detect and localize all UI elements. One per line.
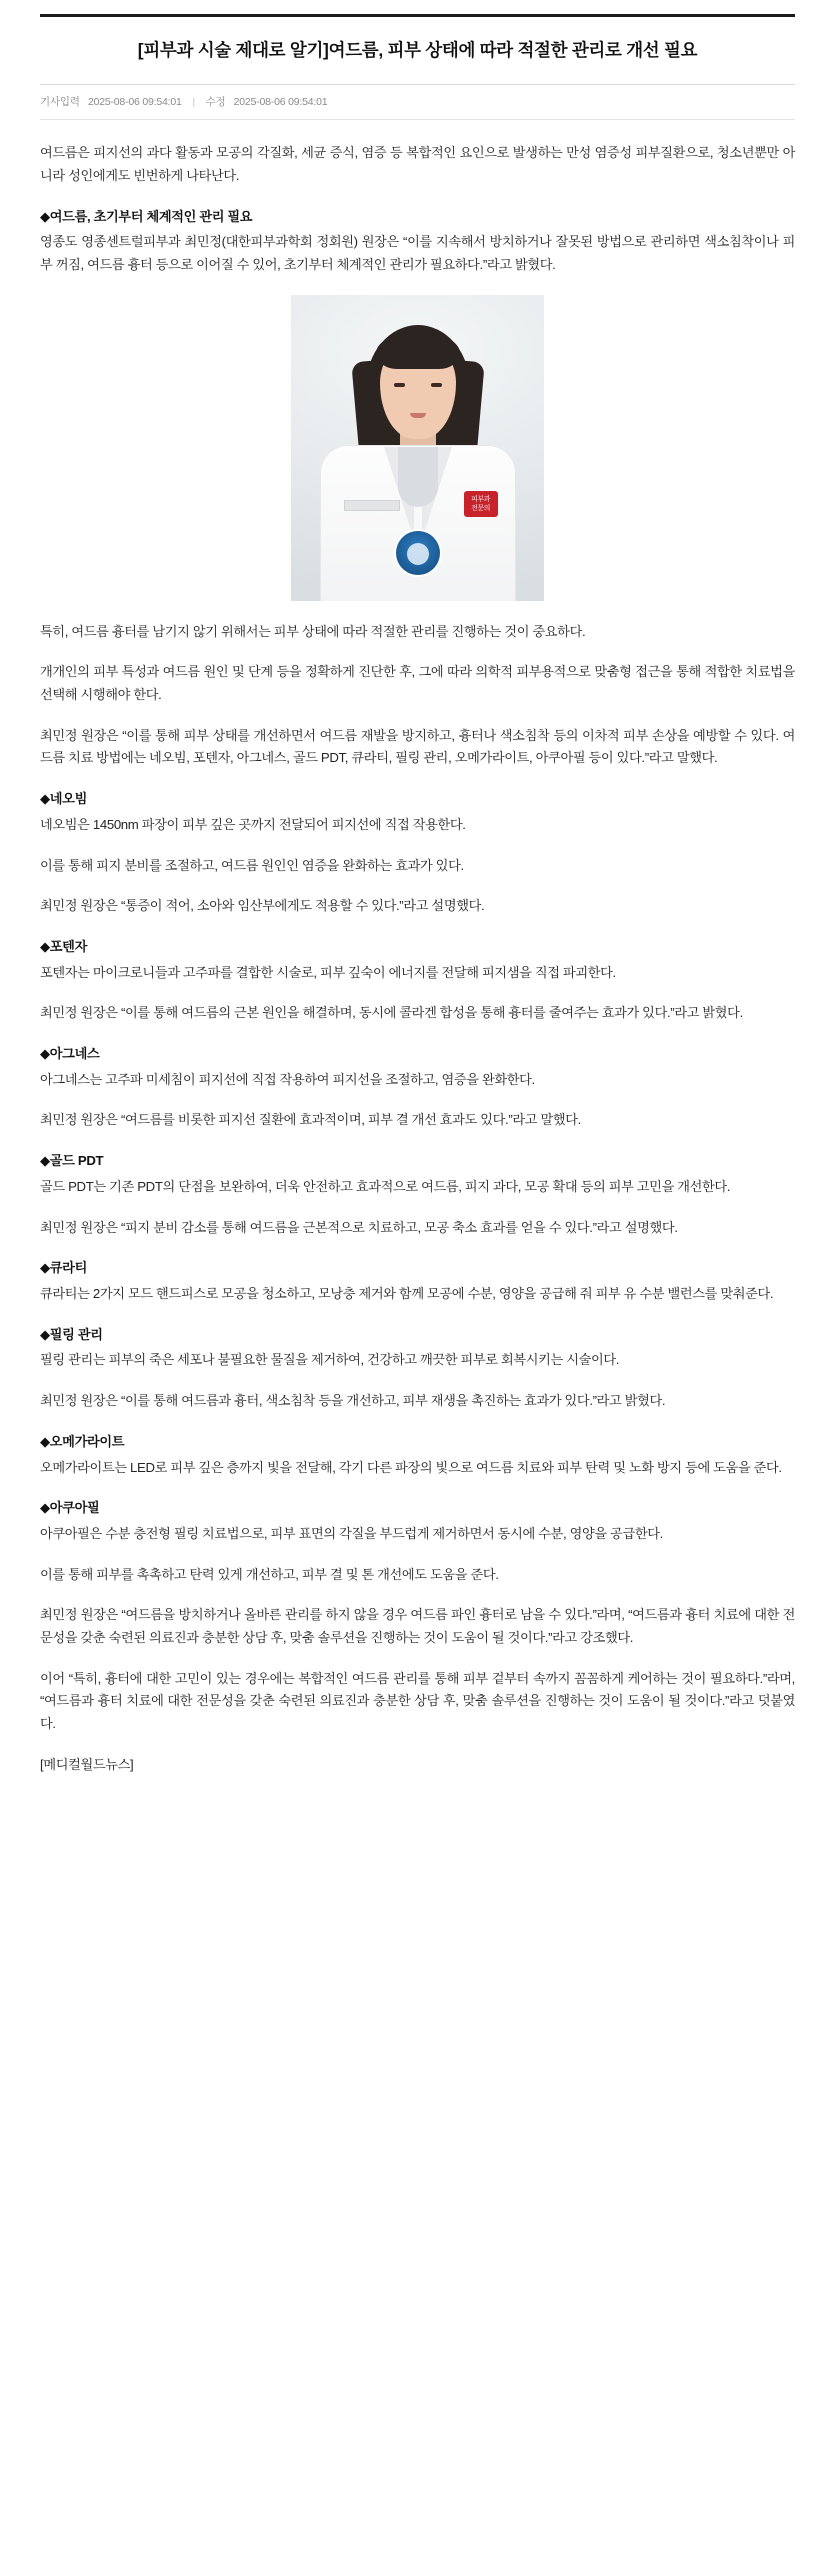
clinic-emblem-inner-icon: [407, 543, 429, 565]
paragraph: 큐라티는 2가지 모드 핸드피스로 모공을 청소하고, 모낭충 제거와 함께 모공에 수분, 영양을 공급해 줘 피부 유 수분 밸런스를 맞춰준다.: [40, 1286, 774, 1301]
paragraph: 최민정 원장은 “통증이 적어, 소아와 임산부에게도 적용할 수 있다.”라고 설명했다.: [40, 898, 485, 914]
paragraph: 최민정 원장은 “여드름를 비롯한 피지선 질환에 효과적이며, 피부 결 개선 효과도 있다.”라고 말했다.: [40, 1112, 581, 1128]
eye-left-shape: [394, 383, 405, 387]
article-page: [0, 14, 835, 1835]
paragraph: 네오빔은 1450nm 파장이 피부 깊은 곳까지 전달되어 피지선에 직접 작용한다.: [40, 816, 466, 832]
inner-top-shape: [398, 447, 438, 507]
specialist-badge-line2: 전문의: [471, 504, 490, 512]
section-subheading: ◆필링 관리: [40, 1326, 103, 1342]
name-tag: [344, 500, 400, 511]
paragraph: 오메가라이트는 LED로 피부 깊은 층까지 빛을 전달해, 각기 다른 파장의 빛으로 여드름 치료와 피부 탄력 및 노화 방지 등에 도움을 준다.: [40, 1459, 782, 1475]
paragraph: 최민정 원장은 “이를 통해 피부 상태를 개선하면서 여드름 재발을 방지하고, 흉터나 색소침착 등의 이차적 피부 손상을 예방할 수 있다. 여드름 치료 방법에는 네오빔, 포텐자, 아그네스, 골드 PDT, 큐라티, 필링 관리, 오메가라이트, 아쿠아필 등이 있다.”라고 말했다.: [40, 727, 795, 766]
article-source: [메디컬월드뉴스]: [40, 1756, 134, 1772]
section-subheading: ◆큐라티: [40, 1260, 87, 1276]
paragraph: 최민정 원장은 “이를 통해 여드름과 흉터, 색소침착 등을 개선하고, 피부 재생을 촉진하는 효과가 있다.”라고 밝혔다.: [40, 1393, 666, 1409]
paragraph: 최민정 원장은 “피지 분비 감소를 통해 여드름을 근본적으로 치료하고, 모공 축소 효과를 얻을 수 있다.”라고 설명했다.: [40, 1219, 678, 1235]
updated-label: 수정: [205, 96, 226, 109]
byline: [0, 85, 835, 119]
fringe-shape: [376, 335, 460, 369]
paragraph: 영종도 영종센트럴피부과 최민정(대한피부과학회 정회원) 원장은 “이를 지속해서 방치하거나 잘못된 방법으로 관리하면 색소침착이나 피부 꺼짐, 여드름 흉터 등으로 이어질 수 있어, 초기부터 체계적인 관리가 필요하다.”라고 밝혔다.: [40, 234, 795, 272]
paragraph: 이어 “특히, 흉터에 대한 고민이 있는 경우에는 복합적인 여드름 관리를 통해 피부 겉부터 속까지 꼼꼼하게 케어하는 것이 필요하다.”라며, “여드름과 흉터 치료에 대한 전문성을 갖춘 숙련된 의료진과 충분한 상담 후, 맞춤 솔루션을 진행하는 것이 도움이 될 것이다.”라고 덧붙였다.: [40, 1670, 795, 1732]
paragraph: 개개인의 피부 특성과 여드름 원인 및 단계 등을 정확하게 진단한 후, 그에 따라 의학적 피부용적으로 맞춤형 접근을 통해 적합한 치료법을 선택해 시행해야 한다.: [40, 664, 795, 703]
doctor-portrait-image: [291, 295, 544, 601]
paragraph: 이를 통해 피부를 촉촉하고 탄력 있게 개선하고, 피부 결 및 톤 개선에도 도움을 준다.: [40, 1566, 499, 1582]
section-subheading: ◆여드름, 초기부터 체계적인 관리 필요: [40, 208, 253, 224]
paragraph: 최민정 원장은 “이를 통해 여드름의 근본 원인을 해결하며, 동시에 콜라겐 합성을 통해 흉터를 줄여주는 효과가 있다.”라고 밝혔다.: [40, 1005, 743, 1021]
article-body: [0, 142, 835, 1834]
published-label: 기사입력: [40, 96, 80, 109]
headline-section: [0, 17, 835, 84]
paragraph: 여드름은 피지선의 과다 활동과 모공의 각질화, 세균 증식, 염증 등 복합적인 요인으로 발생하는 만성 염증성 피부질환으로, 청소년뿐만 아니라 성인에게도 빈번하게 나타난다.: [40, 145, 795, 183]
paragraph: 포텐자는 마이크로니들과 고주파를 결합한 시술로, 피부 깊숙이 에너지를 전달해 피지샘을 직접 파괴한다.: [40, 964, 616, 980]
paragraph: 골드 PDT는 기존 PDT의 단점을 보완하여, 더욱 안전하고 효과적으로 여드름, 피지 과다, 모공 확대 등의 피부 고민을 개선한다.: [40, 1178, 731, 1194]
specialist-badge-line1: 피부과: [471, 495, 490, 503]
eye-right-shape: [431, 383, 442, 387]
article-figure: [40, 295, 795, 601]
section-subheading: ◆골드 PDT: [40, 1153, 104, 1169]
byline-separator: |: [192, 96, 195, 109]
section-subheading: ◆아쿠아필: [40, 1500, 100, 1516]
paragraph: 최민정 원장은 “여드름을 방치하거나 올바른 관리를 하지 않을 경우 여드름 파인 흉터로 남을 수 있다.”라며, “여드름과 흉터 치료에 대한 전문성을 갖춘 숙련된 의료진과 충분한 상담 후, 맞춤 솔루션을 진행하는 것이 도움이 될 것이다.”라고 강조했다.: [40, 1607, 795, 1646]
paragraph: 아그네스는 고주파 미세침이 피지선에 직접 작용하여 피지선을 조절하고, 염증을 완화한다.: [40, 1071, 535, 1087]
byline-bottom-divider: [40, 119, 795, 120]
paragraph: 필링 관리는 피부의 죽은 세포나 불필요한 물질을 제거하여, 건강하고 깨끗한 피부로 회복시키는 시술이다.: [40, 1352, 620, 1368]
mouth-shape: [410, 413, 426, 418]
paragraph: 이를 통해 피지 분비를 조절하고, 여드름 원인인 염증을 완화하는 효과가 있다.: [40, 857, 464, 873]
updated-timestamp: 2025-08-06 09:54:01: [233, 96, 328, 109]
section-subheading: ◆포텐자: [40, 938, 87, 954]
paragraph: 특히, 여드름 흉터를 남기지 않기 위해서는 피부 상태에 따라 적절한 관리를 진행하는 것이 중요하다.: [40, 623, 586, 639]
specialist-badge: [464, 491, 498, 517]
paragraph: 아쿠아필은 수분 충전형 필링 치료법으로, 피부 표면의 각질을 부드럽게 제거하면서 동시에 수분, 영양을 공급한다.: [40, 1525, 663, 1541]
page-title: [피부과 시술 제대로 알기]여드름, 피부 상태에 따라 적절한 관리로 개선 필요: [137, 40, 698, 60]
section-subheading: ◆아그네스: [40, 1046, 100, 1062]
section-subheading: ◆네오빔: [40, 791, 87, 807]
section-subheading: ◆오메가라이트: [40, 1433, 125, 1449]
published-timestamp: 2025-08-06 09:54:01: [87, 96, 182, 109]
